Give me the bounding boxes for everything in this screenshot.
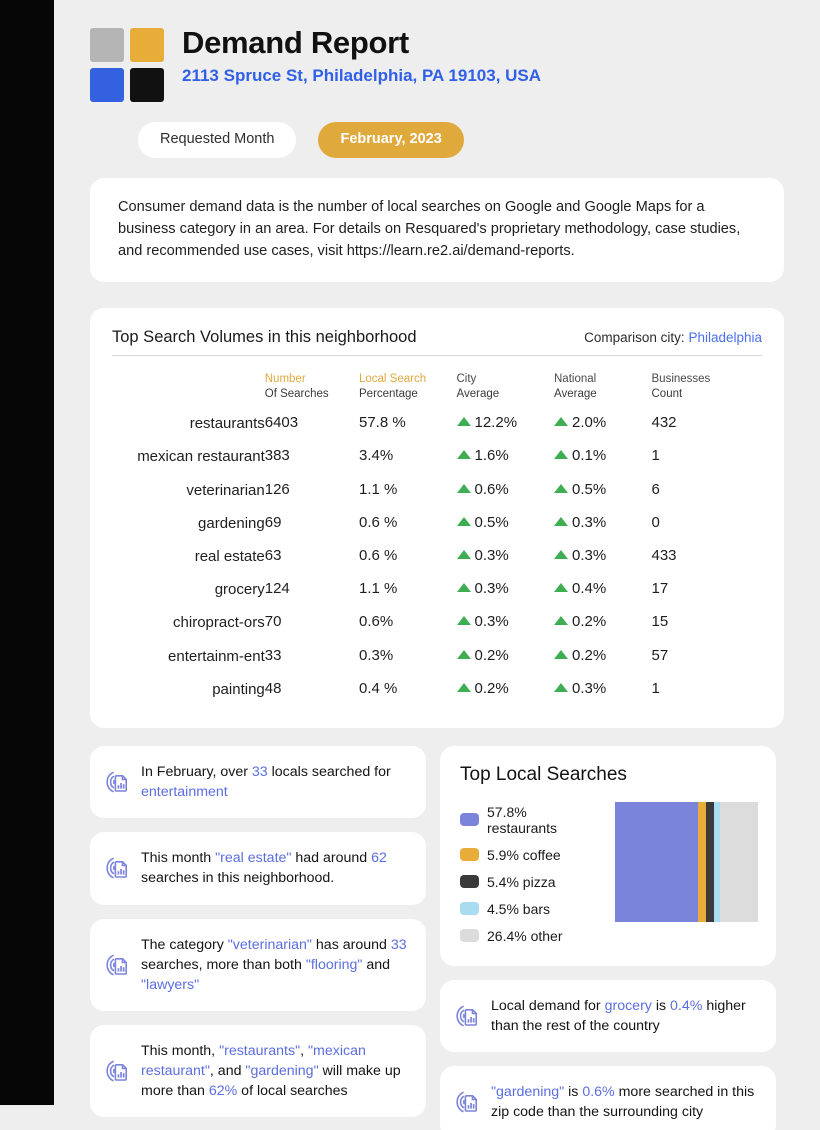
cell-searches: 383 [264, 447, 290, 465]
legend-swatch-other [460, 929, 479, 942]
demand-report-icon [104, 952, 130, 978]
cell-keyword: painting [212, 680, 265, 698]
left-sidebar-rail [0, 0, 54, 1105]
cell-national-average: 0.3% [554, 673, 652, 706]
column-header-5: Businesses Count [651, 373, 711, 400]
table-row [112, 407, 762, 440]
insights-column-right [440, 746, 776, 1130]
legend-swatch-restaurants [460, 813, 479, 826]
legend-label: 5.9% coffee [487, 846, 561, 863]
cell-local-pct: 57.8 % [359, 414, 406, 432]
cell-local-pct: 0.6% [359, 613, 394, 631]
chart-title: Top Local Searches [460, 763, 627, 785]
cell-city-average: 0.5% [457, 507, 555, 540]
cell-city-average: 1.6% [457, 440, 555, 473]
logo-square-amber [130, 28, 164, 62]
cell-city-average: 0.3% [457, 606, 555, 639]
brand-logo [90, 28, 164, 102]
bar-segment-other [720, 802, 758, 922]
cell-keyword: mexican restaurant [137, 448, 265, 466]
trend-up-icon [554, 484, 568, 493]
logo-square-black [130, 68, 164, 102]
cell-national-average: 2.0% [554, 407, 652, 440]
legend-item-other [460, 928, 599, 944]
insight-card [440, 1066, 776, 1130]
report-header [90, 0, 784, 102]
chart-legend [460, 802, 599, 944]
cell-keyword: veterinarian [186, 481, 265, 499]
insight-text: In February, over 33 locals searched for entertainment [141, 763, 391, 801]
cell-searches: 69 [264, 513, 282, 531]
cell-national-average: 0.2% [554, 640, 652, 673]
comparison-city-label: Comparison city: [584, 330, 685, 346]
month-value-pill[interactable]: February, 2023 [318, 122, 463, 158]
cell-businesses-count: 1 [651, 447, 660, 465]
trend-up-icon [457, 550, 471, 559]
legend-item-restaurants [460, 804, 599, 836]
table-header-row [112, 366, 762, 407]
bar-segment-pizza [706, 802, 714, 922]
table-row [112, 440, 762, 473]
trend-up-icon [457, 650, 471, 659]
legend-label: 4.5% bars [487, 900, 551, 917]
insight-card [90, 746, 426, 818]
table-row [112, 507, 762, 540]
cell-city-average: 0.3% [457, 573, 555, 606]
top-local-searches-chart [440, 746, 776, 966]
trend-up-icon [457, 450, 471, 459]
insight-text: This month "real estate" had around 62 searches in this neighborhood. [141, 850, 387, 887]
trend-up-icon [554, 583, 568, 592]
trend-up-icon [554, 417, 568, 426]
top-search-volumes-card [90, 308, 784, 727]
logo-square-gray [90, 28, 124, 62]
insights-column-left [90, 746, 426, 1130]
page-content [54, 0, 820, 1130]
column-header-4: National Average [554, 373, 597, 400]
cell-local-pct: 1.1 % [359, 580, 398, 598]
trend-up-icon [457, 583, 471, 592]
insights-section [90, 746, 784, 1130]
cell-keyword: entertainm-ent [168, 647, 265, 665]
trend-up-icon [457, 484, 471, 493]
cell-keyword: real estate [194, 547, 265, 565]
cell-keyword: restaurants [189, 415, 265, 433]
legend-item-pizza [460, 874, 599, 890]
cell-searches: 48 [264, 679, 282, 697]
insight-card [440, 980, 776, 1052]
cell-city-average: 0.2% [457, 640, 555, 673]
table-row [112, 474, 762, 507]
table-row [112, 540, 762, 573]
cell-local-pct: 0.3% [359, 646, 394, 664]
cell-keyword: grocery [214, 581, 265, 599]
cell-national-average: 0.3% [554, 507, 652, 540]
cell-national-average: 0.2% [554, 606, 652, 639]
bar-segment-coffee [698, 802, 706, 922]
cell-national-average: 0.1% [554, 440, 652, 473]
trend-up-icon [554, 616, 568, 625]
stacked-bar [615, 802, 758, 922]
comparison-city [584, 330, 762, 347]
legend-label: 5.4% pizza [487, 873, 556, 890]
demand-report-icon [454, 1003, 480, 1029]
cell-businesses-count: 1 [651, 679, 660, 697]
search-volume-table [112, 366, 762, 705]
insight-card [90, 919, 426, 1011]
demand-report-icon [454, 1089, 480, 1115]
cell-national-average: 0.5% [554, 474, 652, 507]
cell-city-average: 0.2% [457, 673, 555, 706]
trend-up-icon [554, 683, 568, 692]
trend-up-icon [554, 450, 568, 459]
cell-local-pct: 0.6 % [359, 546, 398, 564]
column-header-3: City Average [456, 373, 500, 400]
cell-local-pct: 3.4% [359, 447, 394, 465]
trend-up-icon [554, 517, 568, 526]
cell-local-pct: 0.6 % [359, 513, 398, 531]
cell-businesses-count: 0 [651, 513, 660, 531]
insight-text: "gardening" is 0.6% more searched in this zip code than the surrounding city [491, 1084, 755, 1121]
trend-up-icon [457, 517, 471, 526]
page-title: Demand Report [182, 25, 409, 60]
cell-businesses-count: 57 [651, 646, 669, 664]
methodology-blurb: Consumer demand data is the number of local searches on Google and Google Maps for a business category in an area. For details on Resquared's proprietary methodology, case studies, and recommended use cases, visit https://learn.re2.ai/demand-reports. [90, 178, 784, 283]
logo-square-blue [90, 68, 124, 102]
cell-searches: 126 [264, 480, 290, 498]
table-row [112, 606, 762, 639]
column-header-2: Local Search Percentage [359, 373, 427, 400]
cell-businesses-count: 433 [651, 546, 677, 564]
trend-up-icon [457, 616, 471, 625]
cell-searches: 70 [264, 613, 282, 631]
legend-item-bars [460, 901, 599, 917]
cell-city-average: 0.6% [457, 474, 555, 507]
table-title: Top Search Volumes in this neighborhood [112, 328, 417, 347]
cell-local-pct: 1.1 % [359, 480, 398, 498]
insight-text: The category "veterinarian" has around 33 searches, more than both "flooring" and "lawyers" [141, 936, 407, 993]
cell-national-average: 0.4% [554, 573, 652, 606]
cell-local-pct: 0.4 % [359, 679, 398, 697]
table-row [112, 673, 762, 706]
requested-month-label: Requested Month [138, 122, 296, 158]
insight-text: Local demand for grocery is 0.4% higher than the rest of the country [491, 997, 746, 1035]
cell-national-average: 0.3% [554, 540, 652, 573]
demand-report-icon [104, 1058, 130, 1084]
legend-label: 57.8% restaurants [487, 803, 558, 836]
legend-swatch-coffee [460, 848, 479, 861]
demand-report-icon [104, 855, 130, 881]
cell-keyword: gardening [198, 514, 265, 532]
trend-up-icon [457, 683, 471, 692]
cell-businesses-count: 15 [651, 613, 669, 631]
column-header-1: Number Of Searches [264, 373, 329, 400]
cell-searches: 63 [264, 546, 282, 564]
table-divider [112, 355, 762, 356]
business-address-link[interactable]: 2113 Spruce St, Philadelphia, PA 19103, USA [182, 65, 542, 85]
cell-searches: 124 [264, 580, 290, 598]
trend-up-icon [554, 550, 568, 559]
table-row [112, 573, 762, 606]
trend-up-icon [457, 417, 471, 426]
cell-searches: 6403 [264, 414, 299, 432]
cell-businesses-count: 432 [651, 414, 677, 432]
cell-businesses-count: 17 [651, 580, 669, 598]
column-header-0 [112, 366, 265, 407]
legend-item-coffee [460, 847, 599, 863]
cell-searches: 33 [264, 646, 282, 664]
legend-label: 26.4% other [487, 927, 563, 944]
bar-segment-restaurants [615, 802, 698, 922]
cell-businesses-count: 6 [651, 480, 660, 498]
insight-card [90, 1025, 426, 1117]
cell-city-average: 12.2% [457, 407, 555, 440]
legend-swatch-bars [460, 902, 479, 915]
insight-text: This month, "restaurants", "mexican restaurant", and "gardening" will make up more than 62% of local searches [141, 1042, 401, 1100]
insight-card [90, 832, 426, 904]
legend-swatch-pizza [460, 875, 479, 888]
comparison-city-value[interactable]: Philadelphia [688, 330, 762, 346]
table-row [112, 640, 762, 673]
trend-up-icon [554, 650, 568, 659]
demand-report-icon [104, 769, 130, 795]
month-selector-row [138, 122, 784, 158]
cell-city-average: 0.3% [457, 540, 555, 573]
cell-keyword: chiropract-ors [173, 614, 265, 632]
